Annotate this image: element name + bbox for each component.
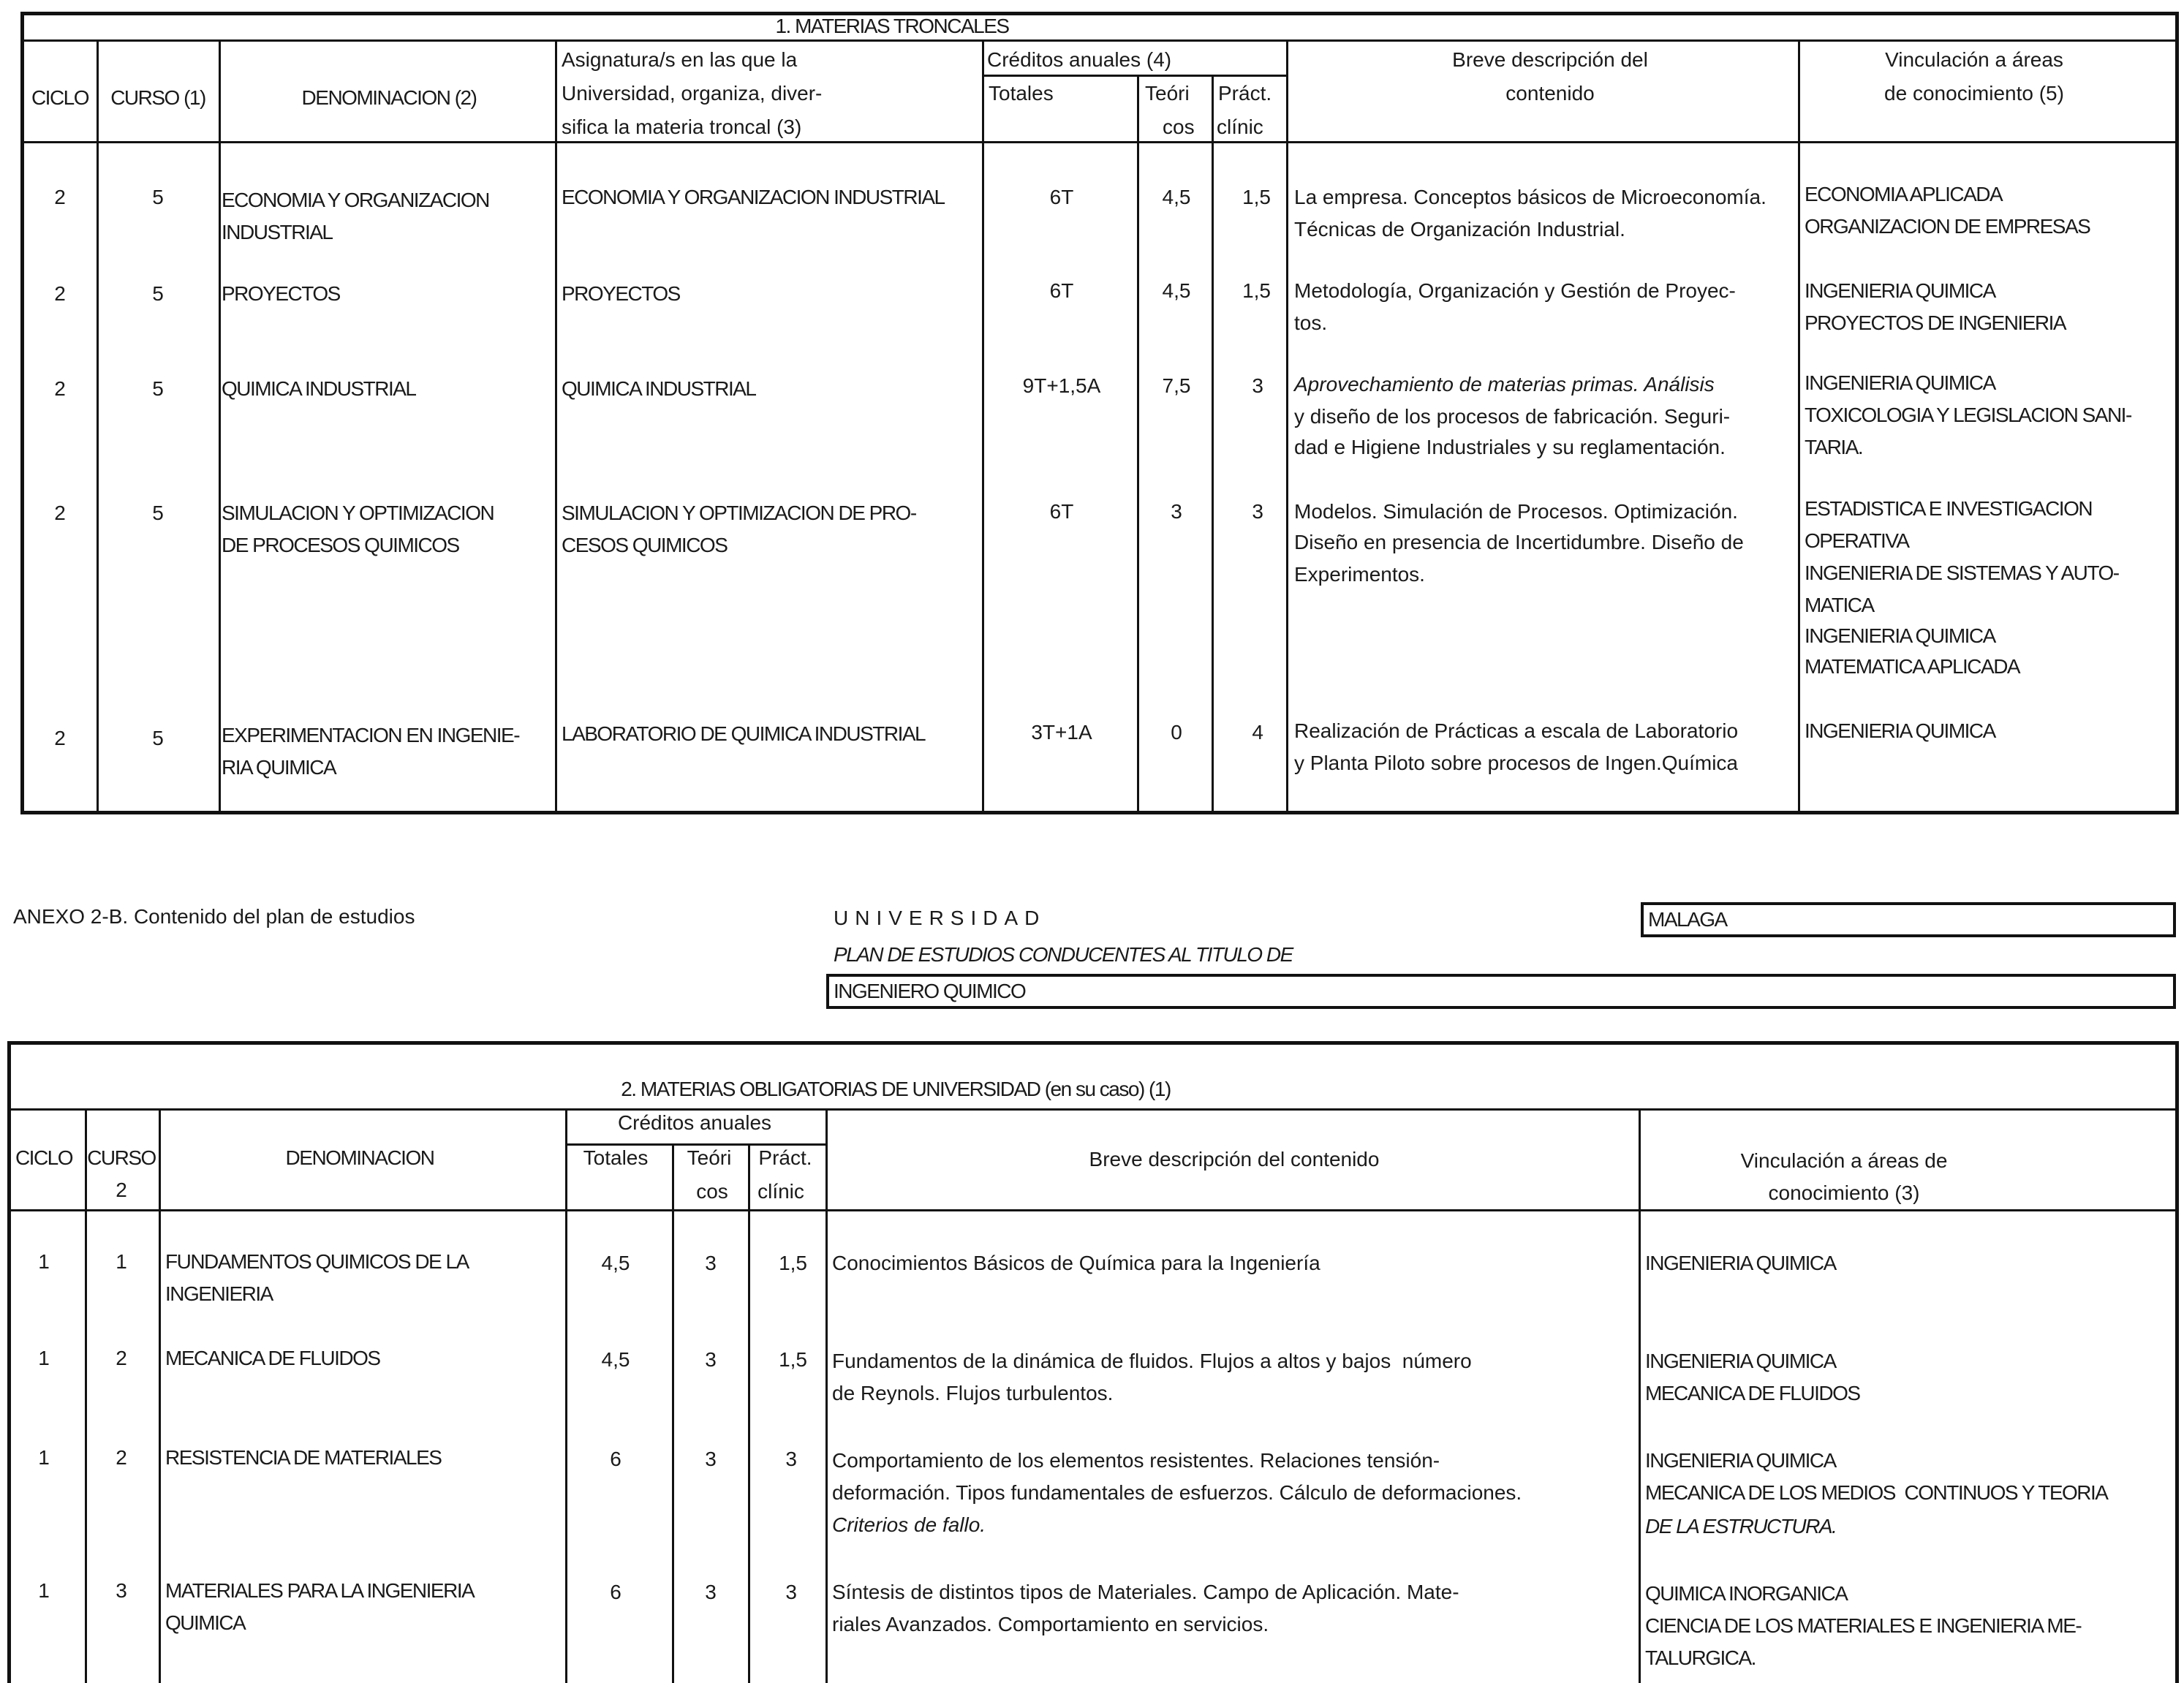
plan-label: PLAN DE ESTUDIOS CONDUCENTES AL TITULO DE [834,943,1293,966]
cell-asignatura: QUIMICA INDUSTRIAL [562,377,756,400]
cell-descripcion: Comportamiento de los elementos resistentes. Relaciones tensión- [832,1449,1440,1472]
header-descripcion: contenido [1505,82,1595,105]
cell-vinculacion: QUIMICA INORGANICA [1645,1582,1848,1605]
cell-practicos: 1,5 [1242,279,1271,302]
cell-teoricos: 4,5 [1162,186,1191,208]
col-divider [97,42,99,811]
cell-totales: 4,5 [601,1252,630,1274]
cell-denominacion: FUNDAMENTOS QUIMICOS DE LA [165,1250,469,1273]
header-practicos: Práct. [1218,82,1272,105]
cell-denominacion: RESISTENCIA DE MATERIALES [165,1446,442,1469]
cell-practicos: 1,5 [779,1252,807,1274]
cell-asignatura: LABORATORIO DE QUIMICA INDUSTRIAL [562,722,926,745]
header-asignatura: sifica la materia troncal (3) [562,116,802,138]
cell-vinculacion: ECONOMIA APLICADA [1805,183,2003,205]
cell-vinculacion: MATICA [1805,594,1874,616]
cell-curso: 5 [152,186,164,208]
cell-totales: 3T+1A [1031,721,1092,744]
header-vinculacion: Vinculación a áreas [1885,48,2063,71]
cell-vinculacion: OPERATIVA [1805,529,1909,552]
col-divider [825,1111,828,1683]
header-curso: CURSO [87,1146,156,1169]
cell-totales: 6T [1049,186,1074,208]
cell-vinculacion: INGENIERIA QUIMICA [1645,1449,1836,1472]
cell-descripcion: de Reynols. Flujos turbulentos. [832,1382,1114,1404]
col-divider [982,42,984,811]
obligatorias-title: 2. MATERIAS OBLIGATORIAS DE UNIVERSIDAD (en su caso) (1) [621,1078,1171,1100]
row-divider [24,39,2175,42]
cell-ciclo: 2 [54,282,66,305]
header-asignatura: Asignatura/s en las que la [562,48,798,71]
cell-vinculacion: MECANICA DE LOS MEDIOS CONTINUOS Y TEORIA [1645,1481,2108,1504]
cell-descripcion: deformación. Tipos fundamentales de esfuerzos. Cálculo de deformaciones. [832,1481,1522,1504]
cell-descripcion: Síntesis de distintos tipos de Materiales. Campo de Aplicación. Mate- [832,1581,1459,1603]
col-divider [1137,77,1139,811]
titulo-value: INGENIERO QUIMICO [834,980,1026,1002]
cell-descripcion: y diseño de los procesos de fabricación. Seguri- [1294,405,1731,428]
header-totales: Totales [583,1146,649,1169]
cell-teoricos: 0 [1171,721,1182,744]
cell-descripcion: dad e Higiene Industriales y su reglamentación. [1294,436,1726,458]
cell-ciclo: 1 [38,1347,50,1369]
cell-teoricos: 3 [1171,500,1182,523]
cell-totales: 6 [610,1448,621,1470]
cell-asignatura: CESOS QUIMICOS [562,534,728,556]
header-practicos: clínic [1217,116,1263,138]
cell-teoricos: 3 [705,1448,717,1470]
cell-descripcion: Metodología, Organización y Gestión de Proyec- [1294,279,1736,302]
header-teoricos: cos [696,1180,728,1203]
cell-teoricos: 4,5 [1162,279,1191,302]
header-practicos: clínic [757,1180,804,1203]
cell-totales: 6T [1049,500,1074,523]
cell-vinculacion: INGENIERIA DE SISTEMAS Y AUTO- [1805,561,2119,584]
cell-ciclo: 2 [54,186,66,208]
cell-asignatura: PROYECTOS [562,282,680,305]
universidad-field [1641,902,2176,937]
header-teoricos: Teóri [1145,82,1190,105]
cell-vinculacion: TALURGICA. [1645,1646,1756,1669]
cell-vinculacion: MATEMATICA APLICADA [1805,655,2020,678]
cell-asignatura: ECONOMIA Y ORGANIZACION INDUSTRIAL [562,186,945,208]
cell-totales: 6T [1049,279,1074,302]
cell-vinculacion: ESTADISTICA E INVESTIGACION [1805,497,2093,520]
cell-practicos: 4 [1252,721,1263,744]
cell-teoricos: 3 [705,1348,717,1371]
cell-denominacion: RIA QUIMICA [222,756,336,779]
cell-ciclo: 1 [38,1250,50,1273]
cell-denominacion: MATERIALES PARA LA INGENIERIA [165,1579,475,1602]
cell-ciclo: 2 [54,377,66,400]
cell-teoricos: 3 [705,1581,717,1603]
cell-vinculacion: PROYECTOS DE INGENIERIA [1805,311,2066,334]
row-divider [11,1209,2175,1211]
cell-teoricos: 3 [705,1252,717,1274]
header-curso: CURSO (1) [110,86,205,109]
cell-vinculacion: MECANICA DE FLUIDOS [1645,1382,1860,1404]
cell-descripcion: riales Avanzados. Comportamiento en servicios. [832,1613,1269,1635]
cell-vinculacion: INGENIERIA QUIMICA [1805,624,1995,647]
cell-ciclo: 1 [38,1446,50,1469]
cell-descripcion: y Planta Piloto sobre procesos de Ingen.Química [1294,752,1739,774]
cell-denominacion: PROYECTOS [222,282,340,305]
header-ciclo: CICLO [15,1146,73,1169]
cell-descripcion: Fundamentos de la dinámica de fluidos. Flujos a altos y bajos número [832,1350,1472,1372]
cell-denominacion: INDUSTRIAL [222,221,333,243]
cell-teoricos: 7,5 [1162,374,1191,397]
header-vinculacion: de conocimiento (5) [1884,82,2064,105]
header-asignatura: Universidad, organiza, diver- [562,82,823,105]
cell-denominacion: QUIMICA [165,1611,246,1634]
cell-descripcion: Aprovechamiento de materias primas. Análisis [1294,373,1715,396]
cell-practicos: 1,5 [1242,186,1271,208]
cell-vinculacion: INGENIERIA QUIMICA [1645,1350,1836,1372]
cell-vinculacion: INGENIERIA QUIMICA [1805,371,1995,394]
cell-descripcion: tos. [1294,311,1328,334]
cell-totales: 4,5 [601,1348,630,1371]
cell-ciclo: 2 [54,502,66,524]
col-divider [1286,42,1288,811]
anexo-label: ANEXO 2-B. Contenido del plan de estudios [13,905,415,928]
header-creditos: Créditos anuales (4) [987,48,1172,71]
cell-curso: 3 [116,1579,127,1602]
header-denominacion: DENOMINACION [285,1146,434,1169]
row-divider [24,141,2175,143]
cell-denominacion: INGENIERIA [165,1282,273,1305]
cell-curso: 5 [152,377,164,400]
cell-curso: 5 [152,282,164,305]
header-practicos: Práct. [758,1146,812,1169]
col-divider [748,1146,750,1683]
header-vinculacion: conocimiento (3) [1768,1181,1920,1204]
cell-practicos: 3 [1252,374,1263,397]
cell-vinculacion: TARIA. [1805,436,1863,458]
cell-totales: 6 [610,1581,621,1603]
cell-vinculacion: INGENIERIA QUIMICA [1805,719,1995,742]
header-creditos: Créditos anuales [617,1111,772,1134]
col-divider [555,42,557,811]
cell-descripcion: Realización de Prácticas a escala de Laboratorio [1294,719,1739,742]
titulo-field [826,974,2176,1009]
cell-curso: 5 [152,502,164,524]
header-teoricos: cos [1163,116,1195,138]
cell-descripcion: Técnicas de Organización Industrial. [1294,218,1625,241]
col-divider [85,1111,87,1683]
col-divider [1639,1111,1641,1683]
cell-curso: 5 [152,727,164,749]
cell-practicos: 3 [785,1581,797,1603]
universidad-value: MALAGA [1648,908,1727,931]
cell-vinculacion: INGENIERIA QUIMICA [1645,1252,1836,1274]
header-curso: 2 [116,1179,127,1201]
header-totales: Totales [989,82,1054,105]
col-divider [219,42,221,811]
header-teoricos: Teóri [687,1146,732,1169]
cell-practicos: 3 [1252,500,1263,523]
col-divider [1798,42,1800,811]
cell-vinculacion: INGENIERIA QUIMICA [1805,279,1995,302]
cell-vinculacion: ORGANIZACION DE EMPRESAS [1805,215,2090,238]
cell-curso: 1 [116,1250,127,1273]
header-descripcion: Breve descripción del contenido [1089,1148,1380,1170]
universidad-label: UNIVERSIDAD [834,907,1046,929]
cell-descripcion: Experimentos. [1294,563,1425,586]
cell-descripcion: Conocimientos Básicos de Química para la Ingeniería [832,1252,1320,1274]
cell-asignatura: SIMULACION Y OPTIMIZACION DE PRO- [562,502,916,524]
cell-denominacion: ECONOMIA Y ORGANIZACION [222,189,489,211]
cell-vinculacion: DE LA ESTRUCTURA. [1645,1515,1837,1538]
cell-descripcion: Modelos. Simulación de Procesos. Optimización. [1294,500,1738,523]
cell-ciclo: 1 [38,1579,50,1602]
header-ciclo: CICLO [31,86,89,109]
cell-descripcion: Criterios de fallo. [832,1513,986,1536]
cell-practicos: 1,5 [779,1348,807,1371]
cell-denominacion: EXPERIMENTACION EN INGENIE- [222,724,520,746]
cell-totales: 9T+1,5A [1022,374,1101,397]
header-denominacion: DENOMINACION (2) [301,86,477,109]
cell-practicos: 3 [785,1448,797,1470]
cell-denominacion: SIMULACION Y OPTIMIZACION [222,502,494,524]
row-divider [11,1108,2175,1111]
header-descripcion: Breve descripción del [1452,48,1648,71]
cell-curso: 2 [116,1347,127,1369]
col-divider [159,1111,161,1683]
col-divider [1212,77,1214,811]
cell-descripcion: La empresa. Conceptos básicos de Microeconomía. [1294,186,1767,208]
cell-denominacion: DE PROCESOS QUIMICOS [222,534,459,556]
cell-ciclo: 2 [54,727,66,749]
cell-descripcion: Diseño en presencia de Incertidumbre. Diseño de [1294,531,1744,553]
cell-denominacion: MECANICA DE FLUIDOS [165,1347,380,1369]
cell-vinculacion: TOXICOLOGIA Y LEGISLACION SANI- [1805,404,2131,426]
header-vinculacion: Vinculación a áreas de [1740,1149,1948,1172]
cell-curso: 2 [116,1446,127,1469]
cell-vinculacion: CIENCIA DE LOS MATERIALES E INGENIERIA ME- [1645,1614,2082,1637]
col-divider [565,1111,567,1683]
cell-denominacion: QUIMICA INDUSTRIAL [222,377,416,400]
troncales-title: 1. MATERIAS TRONCALES [775,15,1009,37]
col-divider [672,1146,674,1683]
